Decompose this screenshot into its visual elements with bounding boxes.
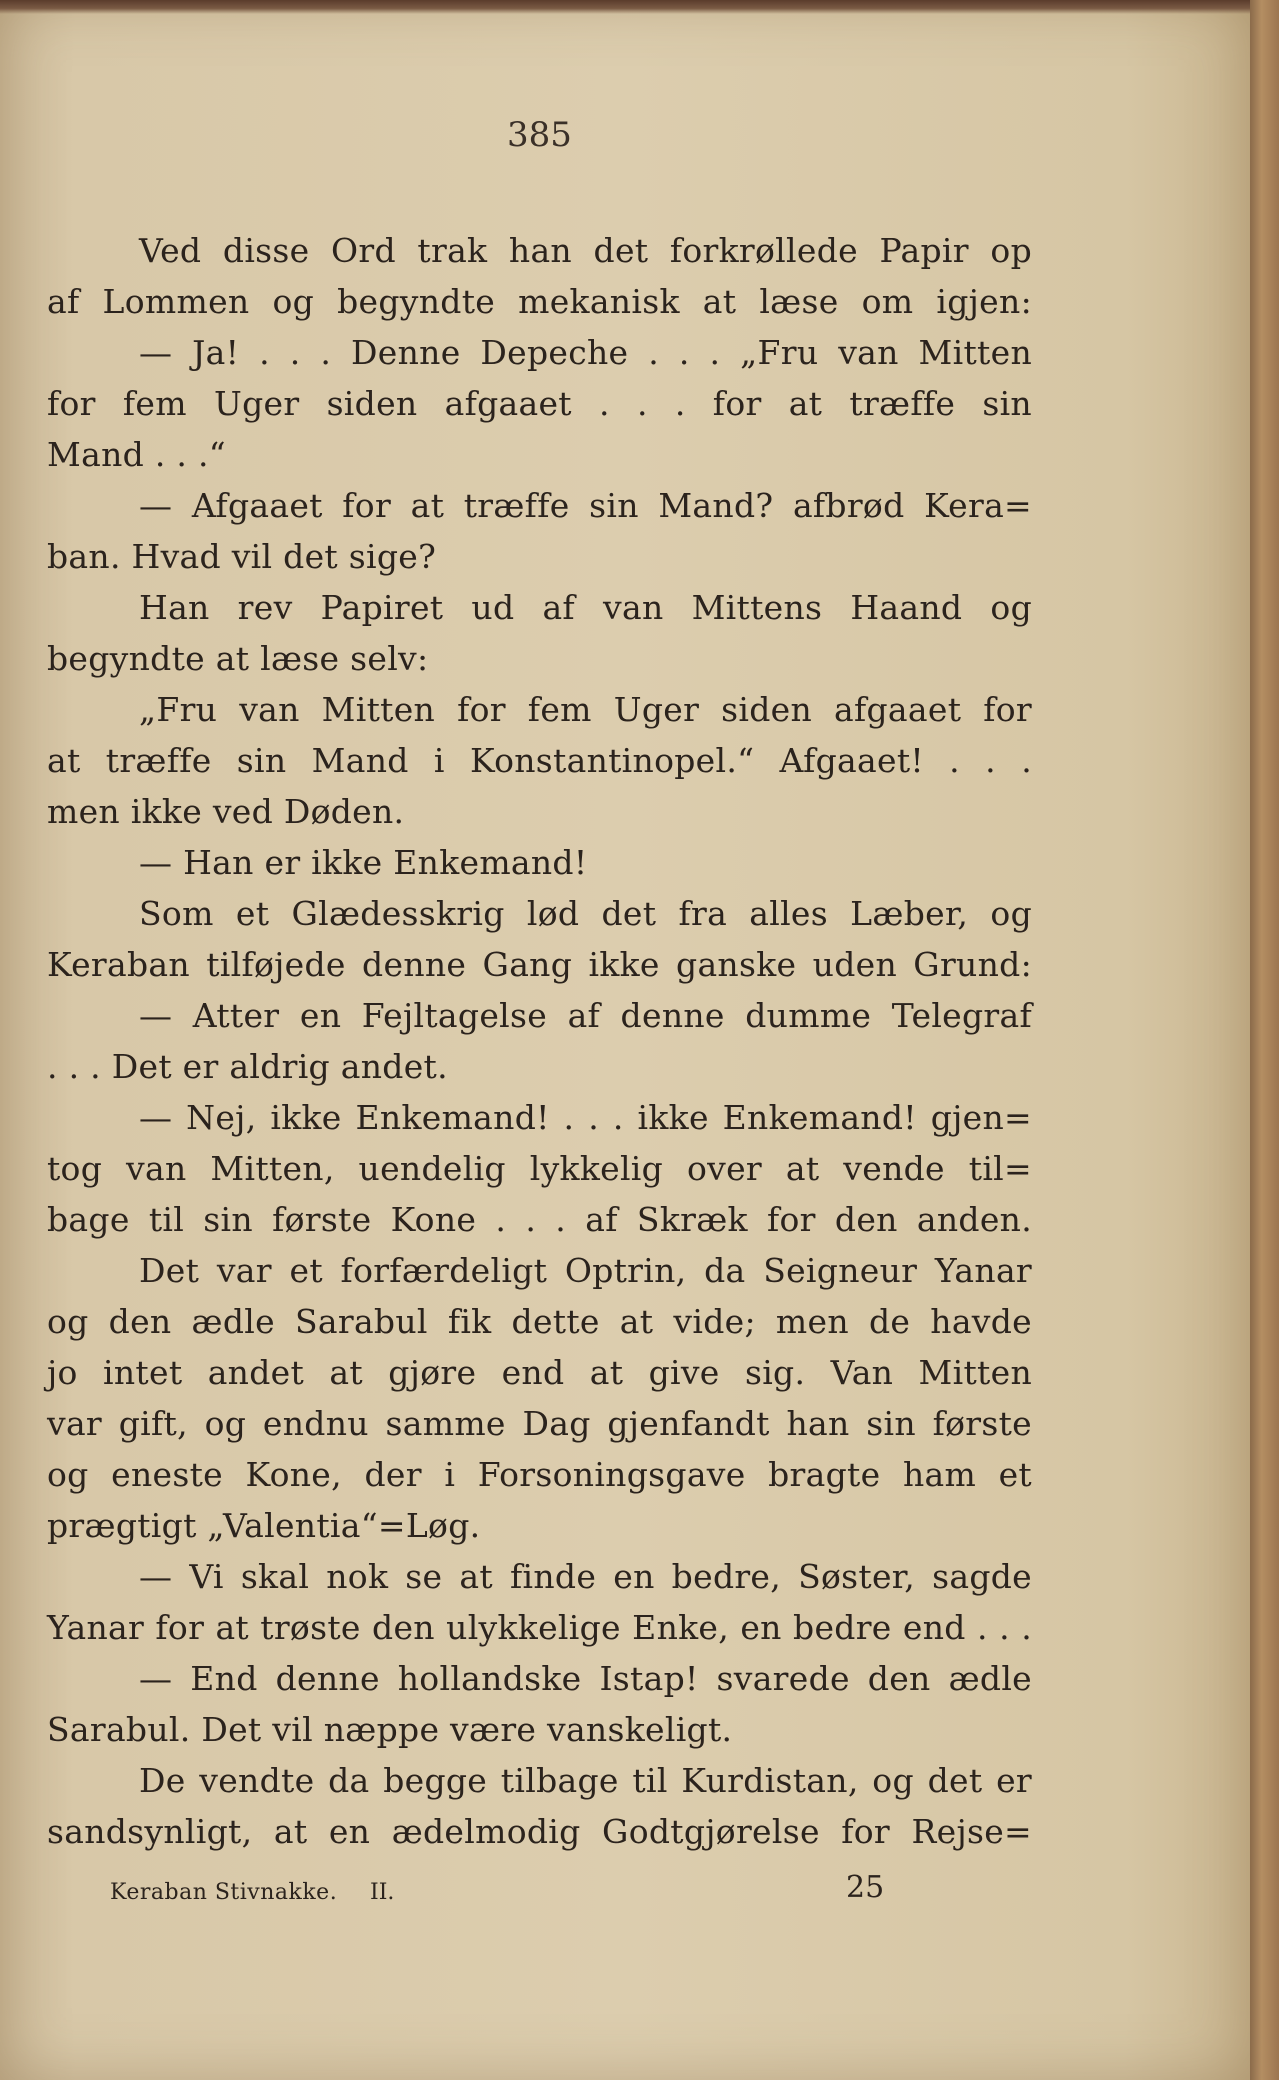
signature-mark: Keraban Stivnakke.	[110, 1880, 338, 1905]
page-footer	[110, 1870, 890, 1920]
volume-number: II.	[370, 1880, 395, 1905]
text-line: prægtigt „Valentia“=Løg.	[47, 1506, 481, 1545]
text-line: bage til sin første Kone . . . af Skræk for den anden.	[47, 1200, 1032, 1239]
text-line: Han rev Papiret ud af van Mittens Haand og	[139, 588, 1032, 627]
text-line: Keraban tilføjede denne Gang ikke ganske uden Grund:	[47, 945, 1032, 984]
text-line: Som et Glædesskrig lød det fra alles Læber, og	[139, 894, 1032, 933]
text-line: „Fru van Mitten for fem Uger siden afgaaet for	[139, 690, 1032, 729]
page-number: 385	[507, 115, 572, 155]
text-line: Yanar for at trøste den ulykkelige Enke, en bedre end . . .	[47, 1608, 1032, 1647]
text-line: af Lommen og begyndte mekanisk at læse om igjen:	[47, 282, 1032, 321]
text-line: — Ja! . . . Denne Depeche . . . „Fru van Mitten	[139, 333, 1032, 372]
text-line: Sarabul. Det vil næppe være vanskeligt.	[47, 1710, 733, 1749]
text-line: — Vi skal nok se at finde en bedre, Søster, sagde	[139, 1557, 1032, 1596]
text-line: — Han er ikke Enkemand!	[139, 843, 588, 882]
text-line: ban. Hvad vil det sige?	[47, 537, 437, 576]
text-line: tog van Mitten, uendelig lykkelig over at vende til=	[47, 1149, 1032, 1188]
text-line: sandsynligt, at en ædelmodig Godtgjørelse for Rejse=	[47, 1812, 1032, 1851]
text-line: at træffe sin Mand i Konstantinopel.“ Afgaaet! . . .	[47, 741, 1032, 780]
text-line: De vendte da begge tilbage til Kurdistan, og det er	[139, 1761, 1032, 1800]
text-line: og eneste Kone, der i Forsoningsgave bragte ham et	[47, 1455, 1032, 1494]
text-line: for fem Uger siden afgaaet . . . for at træffe sin	[47, 384, 1032, 423]
book-spine-edge	[1250, 0, 1279, 2080]
text-line: — Afgaaet for at træffe sin Mand? afbrød Kera=	[139, 486, 1032, 525]
sheet-number: 25	[846, 1870, 885, 1905]
text-line: Det var et forfærdeligt Optrin, da Seigneur Yanar	[139, 1251, 1032, 1290]
text-line: Ved disse Ord trak han det forkrøllede Papir op	[139, 231, 1032, 270]
text-line: Mand . . .“	[47, 435, 226, 474]
text-line: begyndte at læse selv:	[47, 639, 429, 678]
body-text	[47, 225, 1032, 1857]
text-line: — End denne hollandske Istap! svarede den ædle	[139, 1659, 1032, 1698]
text-line: men ikke ved Døden.	[47, 792, 405, 831]
text-line: — Atter en Fejltagelse af denne dumme Telegraf	[139, 996, 1032, 1035]
text-line: jo intet andet at gjøre end at give sig. Van Mitten	[47, 1353, 1032, 1392]
text-line: og den ædle Sarabul fik dette at vide; men de havde	[47, 1302, 1032, 1341]
text-line: — Nej, ikke Enkemand! . . . ikke Enkemand! gjen=	[139, 1098, 1032, 1137]
text-line: . . . Det er aldrig andet.	[47, 1047, 448, 1086]
text-line: var gift, og endnu samme Dag gjenfandt han sin første	[47, 1404, 1032, 1443]
book-top-edge	[0, 0, 1279, 14]
